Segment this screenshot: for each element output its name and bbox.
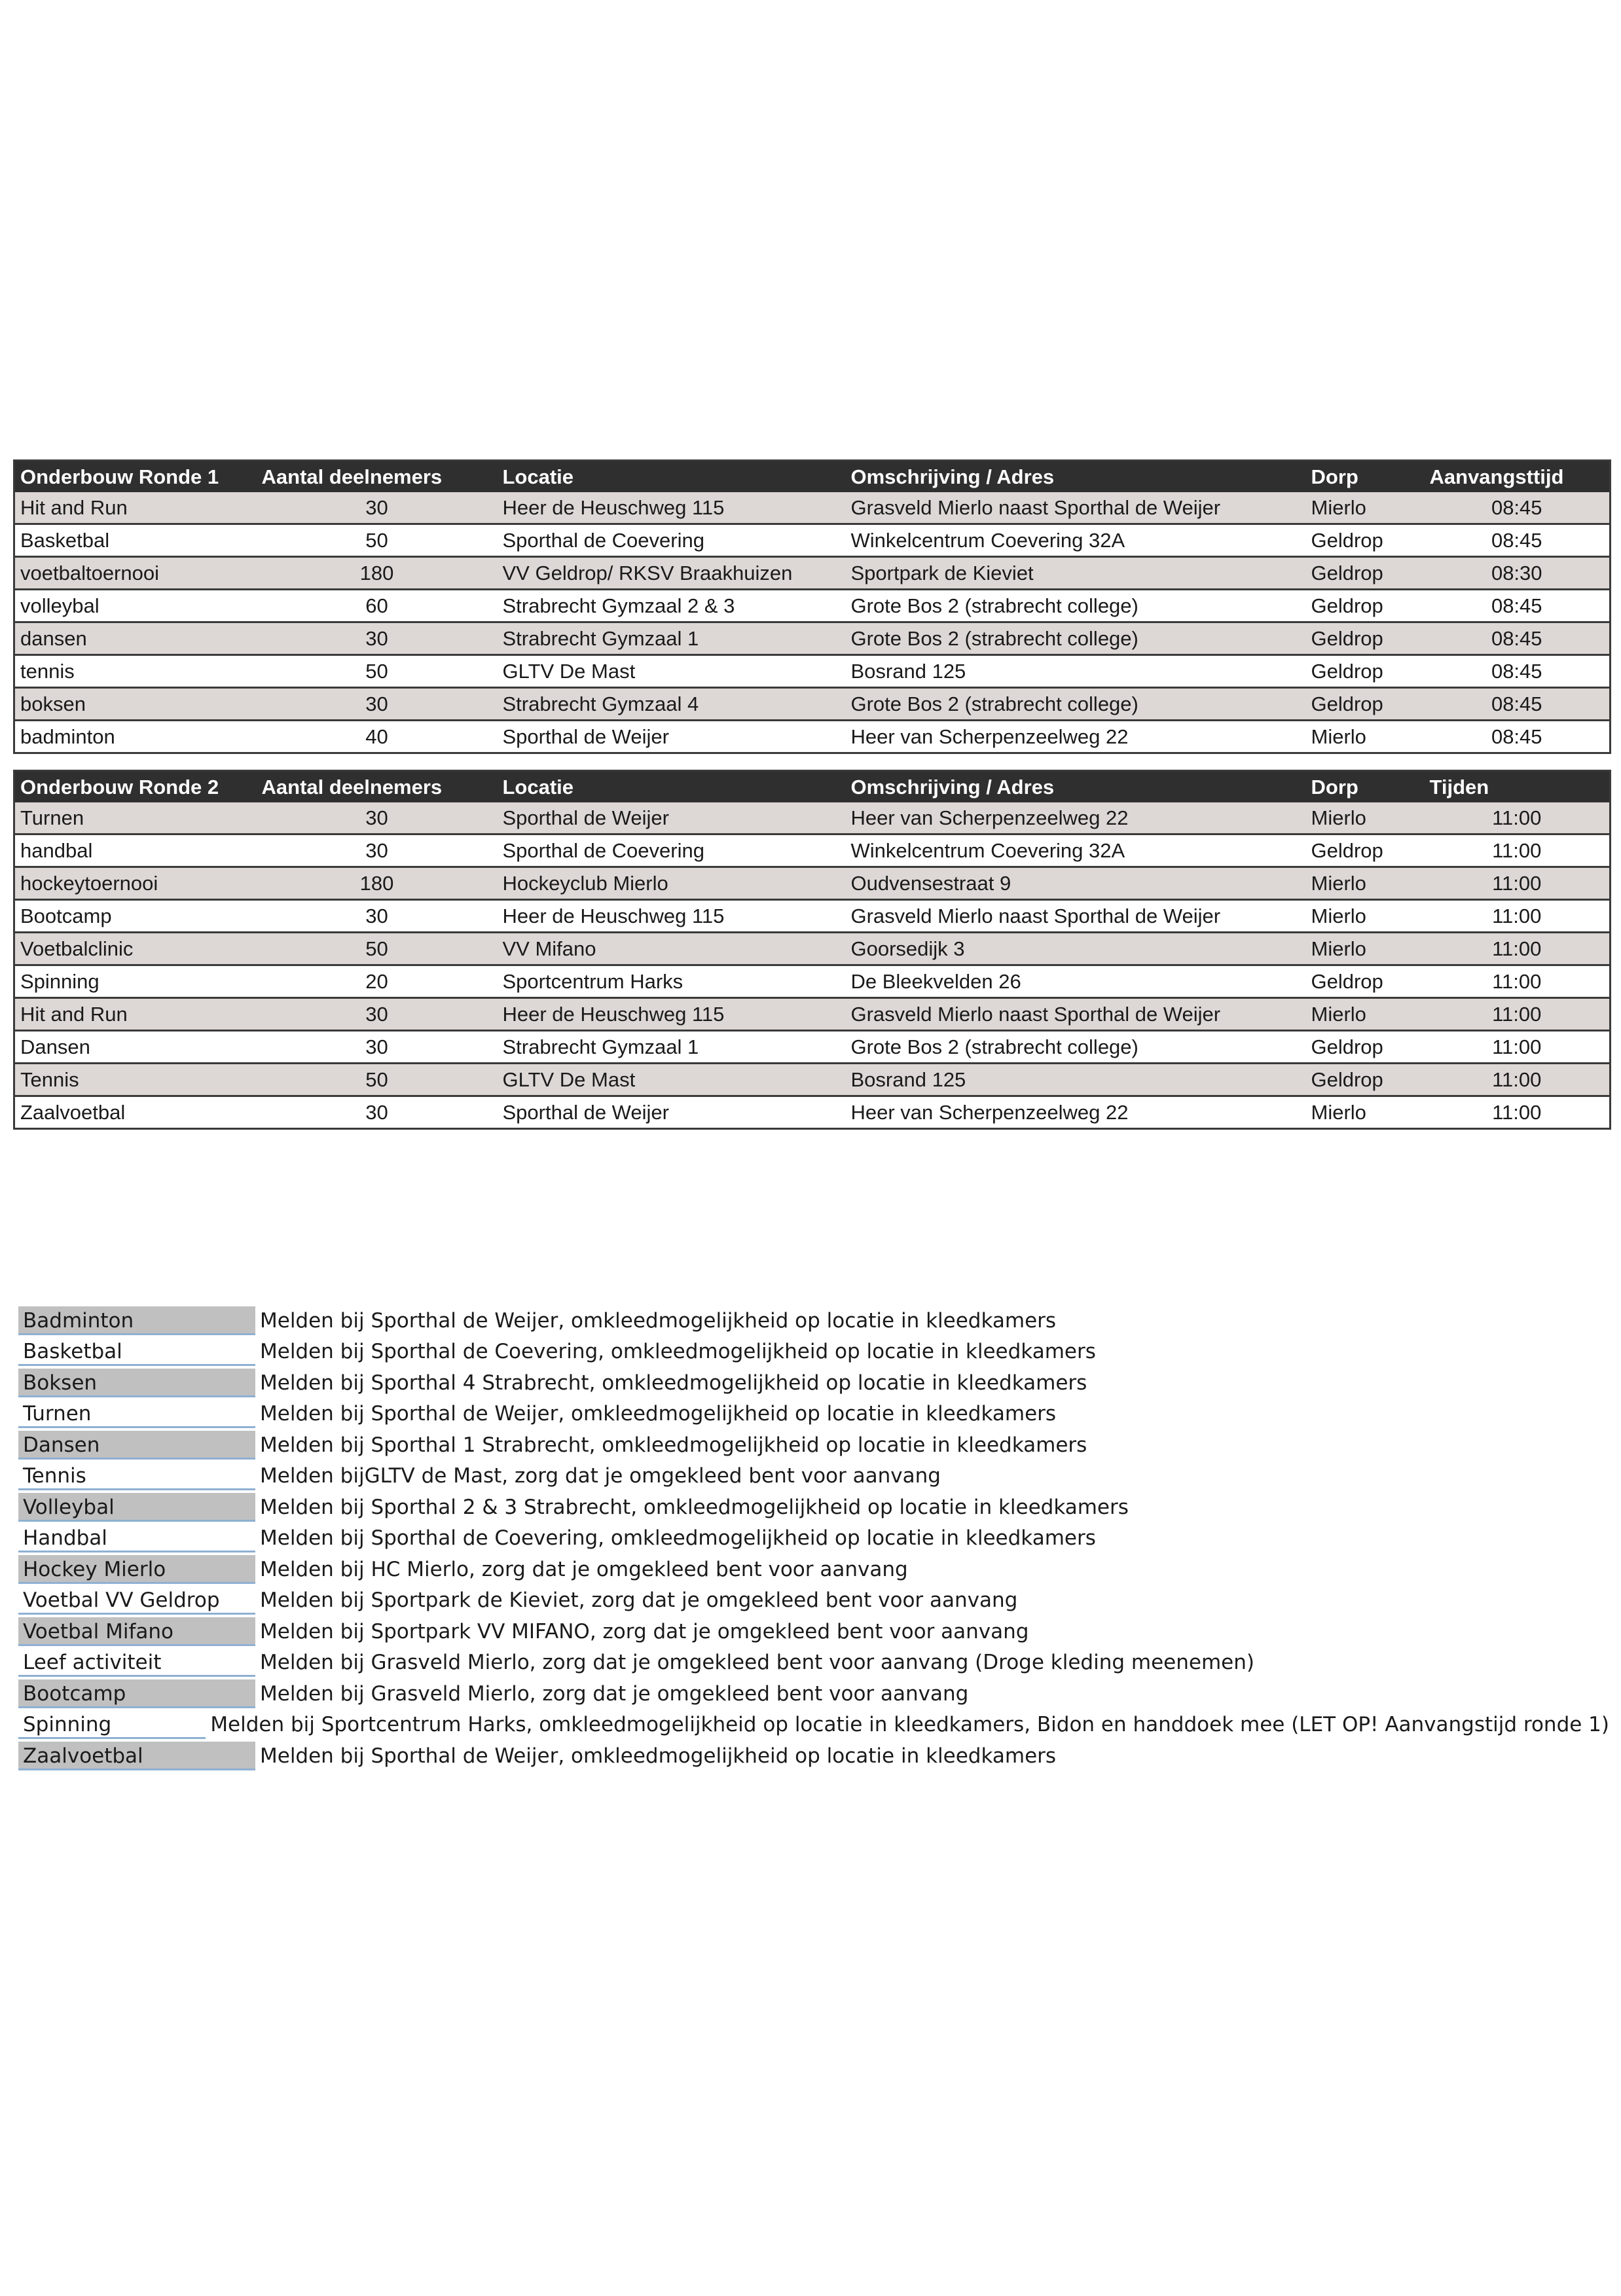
participants-cell: 30 [257, 492, 498, 524]
time-cell: 11:00 [1425, 1031, 1611, 1064]
location-cell: VV Geldrop/ RKSV Braakhuizen [498, 557, 846, 590]
village-cell: Mierlo [1306, 721, 1425, 753]
time-cell: 08:45 [1425, 721, 1611, 753]
village-cell: Geldrop [1306, 965, 1425, 998]
participants-cell: 50 [257, 655, 498, 688]
address-cell: Grote Bos 2 (strabrecht college) [846, 622, 1306, 655]
activity-cell: tennis [14, 655, 257, 688]
participants-cell: 30 [257, 622, 498, 655]
column-header-tijd: Aanvangsttijd [1425, 461, 1611, 493]
list-item [18, 1305, 1609, 1336]
instruction-label: Volleybal [18, 1493, 255, 1522]
instruction-label: Zaalvoetbal [18, 1742, 255, 1770]
instruction-label: Bootcamp [18, 1679, 255, 1708]
column-header-locatie: Locatie [498, 771, 846, 803]
participants-cell: 30 [257, 802, 498, 834]
table-row [14, 933, 1611, 965]
list-item [18, 1740, 1609, 1772]
participants-cell: 180 [257, 557, 498, 590]
village-cell: Geldrop [1306, 1064, 1425, 1096]
instruction-label: Hockey Mierlo [18, 1555, 255, 1584]
address-cell: Grote Bos 2 (strabrecht college) [846, 1031, 1306, 1064]
table-row [14, 721, 1611, 753]
instruction-text: Melden bij Sportcentrum Harks, omkleedmogelijkheid op locatie in kleedkamers, Bidon en handdoek mee (LET OP! Aanvangstijd ronde 1) [210, 1713, 1609, 1737]
time-cell: 11:00 [1425, 834, 1611, 867]
column-header-dorp: Dorp [1306, 771, 1425, 803]
activity-cell: Dansen [14, 1031, 257, 1064]
instruction-label: Leef activiteit [18, 1648, 255, 1677]
address-cell: Winkelcentrum Coevering 32A [846, 834, 1306, 867]
participants-cell: 50 [257, 1064, 498, 1096]
village-cell: Geldrop [1306, 688, 1425, 721]
activity-cell: Hit and Run [14, 998, 257, 1031]
address-cell: Goorsedijk 3 [846, 933, 1306, 965]
header-row [14, 771, 1611, 803]
address-cell: Grote Bos 2 (strabrecht college) [846, 590, 1306, 622]
instruction-label: Spinning [18, 1710, 206, 1739]
village-cell: Geldrop [1306, 655, 1425, 688]
time-cell: 08:45 [1425, 590, 1611, 622]
participants-cell: 40 [257, 721, 498, 753]
activity-cell: boksen [14, 688, 257, 721]
time-cell: 08:45 [1425, 688, 1611, 721]
table-row [14, 557, 1611, 590]
location-cell: Heer de Heuschweg 115 [498, 900, 846, 933]
location-cell: GLTV De Mast [498, 1064, 846, 1096]
table-row [14, 867, 1611, 900]
instruction-text: Melden bij Sporthal de Weijer, omkleedmogelijkheid op locatie in kleedkamers [260, 1744, 1057, 1768]
time-cell: 08:45 [1425, 492, 1611, 524]
column-header-tijden: Tijden [1425, 771, 1611, 803]
list-item [18, 1336, 1609, 1368]
time-cell: 11:00 [1425, 933, 1611, 965]
list-item [18, 1429, 1609, 1461]
column-header-aantal: Aantal deelnemers [257, 461, 498, 493]
column-header-activiteit: Onderbouw Ronde 2 [14, 771, 257, 803]
column-header-adres: Omschrijving / Adres [846, 461, 1306, 493]
table-row [14, 688, 1611, 721]
list-item [18, 1554, 1609, 1585]
instruction-text: Melden bij Sporthal de Coevering, omkleedmogelijkheid op locatie in kleedkamers [260, 1526, 1096, 1551]
instruction-text: Melden bij Grasveld Mierlo, zorg dat je omgekleed bent voor aanvang [260, 1681, 969, 1706]
address-cell: Bosrand 125 [846, 655, 1306, 688]
table-row [14, 965, 1611, 998]
table-row [14, 655, 1611, 688]
participants-cell: 30 [257, 1031, 498, 1064]
address-cell: Heer van Scherpenzeelweg 22 [846, 721, 1306, 753]
village-cell: Mierlo [1306, 802, 1425, 834]
time-cell: 11:00 [1425, 802, 1611, 834]
instruction-label: Dansen [18, 1431, 255, 1460]
village-cell: Mierlo [1306, 933, 1425, 965]
activity-cell: Basketbal [14, 524, 257, 557]
activity-cell: Voetbalclinic [14, 933, 257, 965]
header-row [14, 461, 1611, 493]
list-item [18, 1710, 1609, 1741]
participants-cell: 50 [257, 524, 498, 557]
table-row [14, 802, 1611, 834]
list-item [18, 1647, 1609, 1679]
address-cell: Grasveld Mierlo naast Sporthal de Weijer [846, 998, 1306, 1031]
instruction-text: Melden bij Sporthal de Weijer, omkleedmogelijkheid op locatie in kleedkamers [260, 1308, 1057, 1333]
instruction-text: Melden bij Sporthal de Weijer, omkleedmogelijkheid op locatie in kleedkamers [260, 1402, 1057, 1426]
activity-cell: badminton [14, 721, 257, 753]
list-item [18, 1678, 1609, 1710]
list-item [18, 1492, 1609, 1523]
address-cell: Bosrand 125 [846, 1064, 1306, 1096]
village-cell: Mierlo [1306, 1096, 1425, 1129]
address-cell: Heer van Scherpenzeelweg 22 [846, 1096, 1306, 1129]
time-cell: 11:00 [1425, 900, 1611, 933]
column-header-adres: Omschrijving / Adres [846, 771, 1306, 803]
instruction-text: Melden bij Sportpark VV MIFANO, zorg dat je omgekleed bent voor aanvang [260, 1619, 1029, 1643]
instruction-text: Melden bij Sporthal 4 Strabrecht, omkleedmogelijkheid op locatie in kleedkamers [260, 1371, 1087, 1395]
location-cell: Heer de Heuschweg 115 [498, 998, 846, 1031]
instruction-label: Turnen [18, 1399, 255, 1428]
activity-cell: handbal [14, 834, 257, 867]
activity-cell: volleybal [14, 590, 257, 622]
participants-cell: 60 [257, 590, 498, 622]
location-cell: Sporthal de Coevering [498, 524, 846, 557]
table-row [14, 1064, 1611, 1096]
instruction-text: Melden bij Sportpark de Kieviet, zorg dat je omgekleed bent voor aanvang [260, 1588, 1018, 1613]
location-cell: Strabrecht Gymzaal 1 [498, 1031, 846, 1064]
instruction-label: Badminton [18, 1306, 255, 1335]
village-cell: Mierlo [1306, 867, 1425, 900]
address-cell: Sportpark de Kieviet [846, 557, 1306, 590]
table-row [14, 1096, 1611, 1129]
time-cell: 08:45 [1425, 622, 1611, 655]
list-item [18, 1461, 1609, 1492]
column-header-locatie: Locatie [498, 461, 846, 493]
time-cell: 08:45 [1425, 655, 1611, 688]
schedule-table-ronde-1 [13, 459, 1611, 754]
village-cell: Geldrop [1306, 557, 1425, 590]
activity-cell: dansen [14, 622, 257, 655]
activity-cell: Turnen [14, 802, 257, 834]
location-cell: VV Mifano [498, 933, 846, 965]
time-cell: 11:00 [1425, 965, 1611, 998]
list-item [18, 1616, 1609, 1647]
time-cell: 08:45 [1425, 524, 1611, 557]
village-cell: Mierlo [1306, 900, 1425, 933]
location-cell: Heer de Heuschweg 115 [498, 492, 846, 524]
schedule-table-ronde-2 [13, 770, 1611, 1130]
village-cell: Geldrop [1306, 622, 1425, 655]
location-cell: Sportcentrum Harks [498, 965, 846, 998]
village-cell: Geldrop [1306, 524, 1425, 557]
location-cell: Sporthal de Weijer [498, 721, 846, 753]
instruction-text: Melden bij Grasveld Mierlo, zorg dat je omgekleed bent voor aanvang (Droge kleding meenemen) [260, 1651, 1254, 1675]
location-cell: Strabrecht Gymzaal 1 [498, 622, 846, 655]
location-cell: Sporthal de Coevering [498, 834, 846, 867]
column-header-aantal: Aantal deelnemers [257, 771, 498, 803]
address-cell: Oudvensestraat 9 [846, 867, 1306, 900]
instruction-text: Melden bij HC Mierlo, zorg dat je omgekleed bent voor aanvang [260, 1557, 908, 1581]
column-header-activiteit: Onderbouw Ronde 1 [14, 461, 257, 493]
instruction-text: Melden bij Sporthal 2 & 3 Strabrecht, omkleedmogelijkheid op locatie in kleedkamers [260, 1495, 1129, 1519]
address-cell: Heer van Scherpenzeelweg 22 [846, 802, 1306, 834]
time-cell: 11:00 [1425, 1096, 1611, 1129]
address-cell: Grasveld Mierlo naast Sporthal de Weijer [846, 492, 1306, 524]
table-row [14, 998, 1611, 1031]
instruction-text: Melden bij Sporthal 1 Strabrecht, omkleedmogelijkheid op locatie in kleedkamers [260, 1433, 1087, 1457]
activity-cell: hockeytoernooi [14, 867, 257, 900]
village-cell: Mierlo [1306, 998, 1425, 1031]
activity-cell: Spinning [14, 965, 257, 998]
address-cell: Grote Bos 2 (strabrecht college) [846, 688, 1306, 721]
village-cell: Mierlo [1306, 492, 1425, 524]
activity-cell: voetbaltoernooi [14, 557, 257, 590]
list-item [18, 1399, 1609, 1430]
village-cell: Geldrop [1306, 834, 1425, 867]
participants-cell: 30 [257, 1096, 498, 1129]
list-item [18, 1367, 1609, 1399]
activity-cell: Hit and Run [14, 492, 257, 524]
instruction-text: Melden bij Sporthal de Coevering, omkleedmogelijkheid op locatie in kleedkamers [260, 1340, 1096, 1364]
time-cell: 11:00 [1425, 867, 1611, 900]
instruction-label: Voetbal VV Geldrop [18, 1586, 255, 1615]
participants-cell: 20 [257, 965, 498, 998]
instruction-text: Melden bijGLTV de Mast, zorg dat je omgekleed bent voor aanvang [260, 1464, 941, 1488]
instruction-label: Handbal [18, 1524, 255, 1552]
list-item [18, 1523, 1609, 1554]
list-item [18, 1585, 1609, 1617]
activity-cell: Bootcamp [14, 900, 257, 933]
participants-cell: 30 [257, 688, 498, 721]
table-row [14, 590, 1611, 622]
instruction-label: Basketbal [18, 1337, 255, 1366]
table-row [14, 492, 1611, 524]
instructions-list [18, 1305, 1609, 1772]
table-row [14, 900, 1611, 933]
participants-cell: 50 [257, 933, 498, 965]
location-cell: Sporthal de Weijer [498, 1096, 846, 1129]
participants-cell: 30 [257, 900, 498, 933]
participants-cell: 180 [257, 867, 498, 900]
time-cell: 11:00 [1425, 1064, 1611, 1096]
location-cell: Hockeyclub Mierlo [498, 867, 846, 900]
participants-cell: 30 [257, 834, 498, 867]
table-row [14, 622, 1611, 655]
table-row [14, 1031, 1611, 1064]
address-cell: De Bleekvelden 26 [846, 965, 1306, 998]
table-row [14, 524, 1611, 557]
column-header-dorp: Dorp [1306, 461, 1425, 493]
location-cell: Strabrecht Gymzaal 4 [498, 688, 846, 721]
activity-cell: Tennis [14, 1064, 257, 1096]
location-cell: Strabrecht Gymzaal 2 & 3 [498, 590, 846, 622]
activity-cell: Zaalvoetbal [14, 1096, 257, 1129]
table-row [14, 834, 1611, 867]
location-cell: GLTV De Mast [498, 655, 846, 688]
village-cell: Geldrop [1306, 1031, 1425, 1064]
time-cell: 11:00 [1425, 998, 1611, 1031]
instruction-label: Tennis [18, 1462, 255, 1490]
time-cell: 08:30 [1425, 557, 1611, 590]
instruction-label: Boksen [18, 1369, 255, 1397]
location-cell: Sporthal de Weijer [498, 802, 846, 834]
instruction-label: Voetbal Mifano [18, 1617, 255, 1646]
participants-cell: 30 [257, 998, 498, 1031]
village-cell: Geldrop [1306, 590, 1425, 622]
address-cell: Grasveld Mierlo naast Sporthal de Weijer [846, 900, 1306, 933]
address-cell: Winkelcentrum Coevering 32A [846, 524, 1306, 557]
